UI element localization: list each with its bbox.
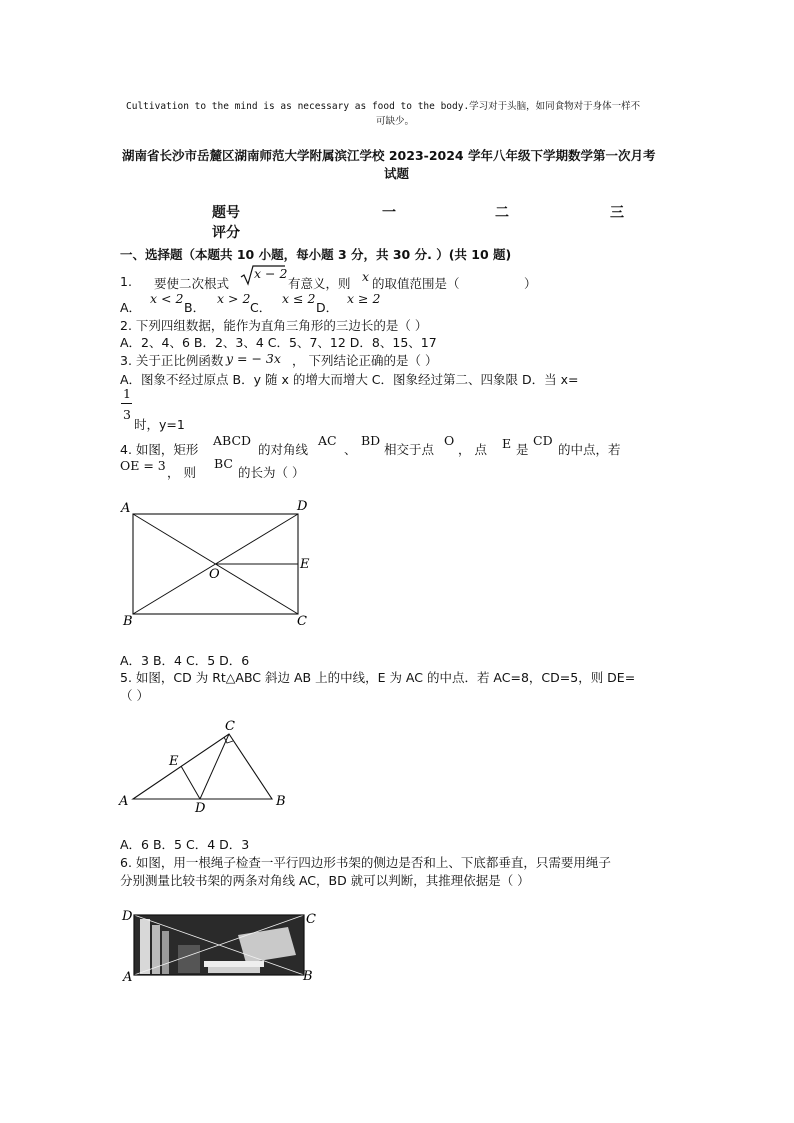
q3-stem-b: ， 下列结论正确的是（ ） bbox=[292, 353, 438, 368]
label-d: D bbox=[122, 909, 133, 924]
label-o: O bbox=[209, 567, 220, 582]
q3-stem-a: 3. 关于正比例函数 bbox=[120, 353, 224, 368]
q4-ac: AC bbox=[318, 433, 337, 448]
q3-options-b: 时，y=1 bbox=[134, 417, 185, 432]
q3-fraction-numerator: 1 bbox=[123, 386, 131, 401]
q2-options: A．2、4、6 B．2、3、4 C．5、7、12 D．8、15、17 bbox=[120, 335, 437, 350]
book-icon bbox=[162, 931, 169, 974]
q4-text-h: 的长为（ ） bbox=[238, 465, 305, 480]
q5-options: A．6 B．5 C．4 D．3 bbox=[120, 837, 250, 852]
q1-text-b: 有意义，则 bbox=[288, 276, 351, 291]
label-d: D bbox=[297, 499, 308, 514]
label-a: A bbox=[123, 970, 133, 985]
q1-radicand: x − 2 bbox=[254, 266, 288, 281]
book-icon bbox=[178, 945, 200, 973]
q1-option-d: x ≥ 2 bbox=[347, 291, 381, 306]
section-1-heading: 一、选择题（本题共 10 小题，每小题 3 分，共 30 分. ）(共 10 题) bbox=[120, 247, 512, 262]
exam-title-line-2: 试题 bbox=[384, 166, 410, 181]
q4-text-a: 4. 如图，矩形 bbox=[120, 442, 199, 457]
q4-bd: BD bbox=[361, 433, 381, 448]
q4-oe: OE = 3 bbox=[120, 458, 166, 473]
q4-rectangle-figure bbox=[115, 495, 325, 635]
q5-line-1: 5. 如图，CD 为 Rt△ABC 斜边 AB 上的中线，E 为 AC 的中点．若 AC=8，CD=5，则 DE= bbox=[120, 670, 636, 685]
book-icon bbox=[204, 961, 264, 967]
fraction-bar bbox=[121, 403, 132, 404]
q4-e: E bbox=[502, 436, 512, 451]
q1-option-b-label: B． bbox=[184, 300, 206, 315]
q6-line-1: 6. 如图，用一根绳子检查一平行四边形书架的侧边是否和上、下底都垂直，只需要用绳子 bbox=[120, 855, 611, 870]
label-c: C bbox=[297, 614, 307, 629]
label-b: B bbox=[303, 969, 313, 984]
q5-line-2: （ ） bbox=[120, 688, 149, 703]
q3-function: y = − 3x bbox=[226, 351, 281, 366]
book-icon bbox=[208, 967, 260, 973]
q1-text-c: 的取值范围是（ bbox=[372, 276, 460, 291]
quote-line-1: Cultivation to the mind is as necessary as food to the body.学习对于头脑，如同食物对于身体一样不 bbox=[126, 101, 641, 112]
score-table-col-1: 一 bbox=[382, 205, 396, 221]
q1-text-a: 要使二次根式 bbox=[154, 276, 230, 291]
q4-sep: 、 bbox=[344, 442, 357, 457]
label-a: A bbox=[119, 794, 129, 809]
label-c: C bbox=[306, 912, 316, 927]
label-b: B bbox=[276, 794, 286, 809]
q4-bc: BC bbox=[214, 456, 233, 471]
triangle-abc bbox=[133, 734, 272, 799]
q1-option-a: x < 2 bbox=[150, 291, 184, 306]
exam-title-line-1: 湖南省长沙市岳麓区湖南师范大学附属滨江学校 2023-2024 学年八年级下学期数学第一次月考 bbox=[122, 148, 656, 163]
book-icon bbox=[140, 919, 150, 974]
q6-line-2: 分别测量比较书架的两条对角线 AC，BD 就可以判断，其推理依据是（ ） bbox=[120, 873, 530, 888]
q3-fraction-denominator: 3 bbox=[123, 407, 131, 422]
q4-text-f: 的中点，若 bbox=[558, 442, 621, 457]
score-table-col-label: 题号 bbox=[212, 205, 240, 221]
q1-option-b: x > 2 bbox=[217, 291, 251, 306]
score-table-row-label: 评分 bbox=[212, 225, 240, 241]
q1-option-c: x ≤ 2 bbox=[282, 291, 316, 306]
quote-line-2: 可缺少。 bbox=[376, 116, 415, 127]
label-d: D bbox=[195, 801, 206, 815]
q4-text-g: ， 则 bbox=[167, 465, 196, 480]
label-a: A bbox=[121, 501, 131, 516]
label-e: E bbox=[300, 557, 310, 572]
label-b: B bbox=[123, 614, 133, 629]
q1-var: x bbox=[362, 269, 370, 284]
q5-triangle-figure bbox=[115, 715, 300, 815]
q4-options: A．3 B．4 C．5 D．6 bbox=[120, 653, 250, 668]
q6-bookshelf-figure bbox=[118, 905, 328, 990]
segment-de bbox=[181, 766, 200, 799]
q1-option-d-label: D． bbox=[316, 300, 339, 315]
q4-text-e: 是 bbox=[516, 442, 529, 457]
q1-number: 1. bbox=[120, 274, 132, 289]
q4-text-b: 的对角线 bbox=[258, 442, 309, 457]
label-c: C bbox=[225, 719, 235, 734]
q3-options-a: A．图象不经过原点 B．y 随 x 的增大而增大 C．图象经过第二、四象限 D．当 x= bbox=[120, 372, 579, 387]
q2-stem: 2. 下列四组数据，能作为直角三角形的三边长的是（ ） bbox=[120, 318, 428, 333]
label-e: E bbox=[169, 754, 179, 769]
q1-option-c-label: C． bbox=[250, 300, 272, 315]
q4-cd: CD bbox=[533, 433, 553, 448]
q4-text-c: 相交于点 bbox=[384, 442, 435, 457]
q1-text-d: ） bbox=[524, 276, 537, 291]
q4-text-d: ， 点 bbox=[458, 442, 487, 457]
q1-option-a-label: A． bbox=[120, 300, 142, 315]
score-table-col-2: 二 bbox=[495, 205, 509, 221]
q4-o: O bbox=[444, 433, 455, 448]
score-table-col-3: 三 bbox=[610, 205, 624, 221]
q4-rect: ABCD bbox=[213, 433, 252, 448]
